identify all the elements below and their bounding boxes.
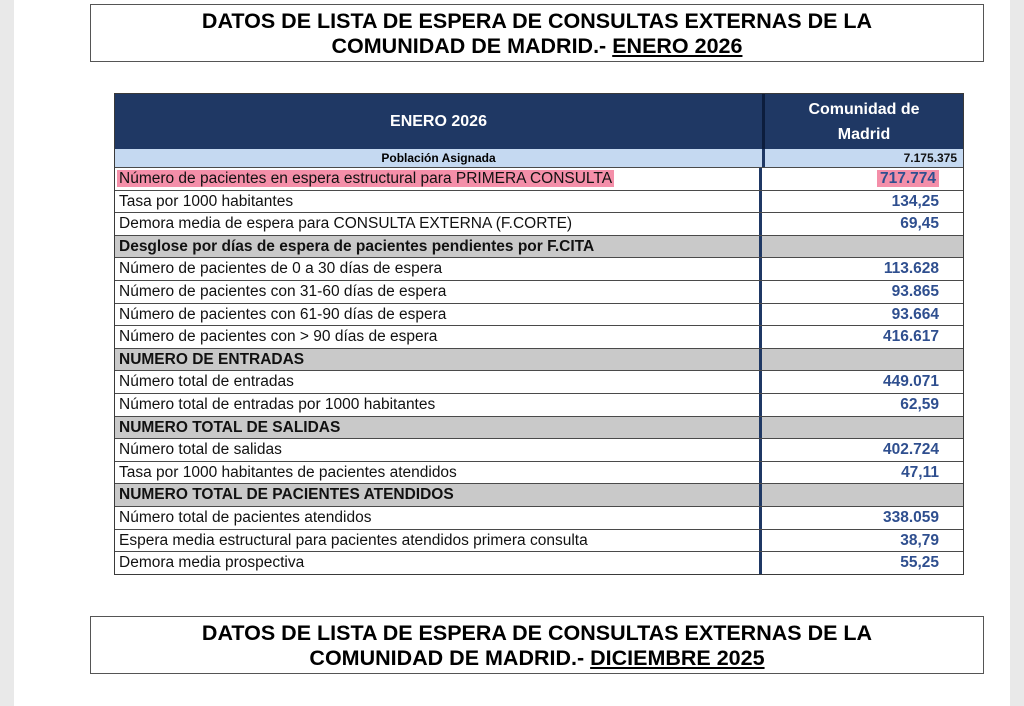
title-line-2 <box>91 646 983 671</box>
row-value: 416.617 <box>882 328 939 346</box>
row-value: 62,59 <box>900 395 939 413</box>
row-value: 93.664 <box>891 305 939 323</box>
row-label-highlighted: Número de pacientes en espera estructural para PRIMERA CONSULTA <box>119 170 613 187</box>
row-label: Número de pacientes con 31-60 días de espera <box>115 281 762 303</box>
row-label: Número total de salidas <box>115 439 762 461</box>
table-row <box>115 280 963 303</box>
row-value: 449.071 <box>882 373 939 391</box>
table-row <box>115 370 963 393</box>
population-label: Población Asignada <box>115 149 765 167</box>
row-value: 55,25 <box>900 554 939 572</box>
table-row <box>115 303 963 326</box>
row-value: 47,11 <box>901 463 939 481</box>
document-page <box>14 0 1010 706</box>
row-label: Demora media prospectiva <box>115 552 762 574</box>
table-row <box>115 438 963 461</box>
row-value: 38,79 <box>900 531 939 549</box>
section-value <box>762 349 963 371</box>
section-label: Desglose por días de espera de pacientes pendientes por F.CITA <box>115 236 762 258</box>
row-value: 402.724 <box>882 441 939 459</box>
row-label: Tasa por 1000 habitantes de pacientes atendidos <box>115 462 762 484</box>
table-header <box>115 94 963 149</box>
row-label: Número de pacientes de 0 a 30 días de espera <box>115 258 762 280</box>
section-row-atendidos <box>115 483 963 506</box>
row-value-highlighted: 717.774 <box>877 170 939 187</box>
header-region <box>765 94 963 149</box>
header-region-line1: Comunidad de <box>808 100 920 118</box>
section-row-entradas <box>115 348 963 371</box>
title-prefix: COMUNIDAD DE MADRID.- <box>331 34 613 58</box>
waiting-list-table <box>114 93 964 575</box>
section-value <box>762 417 963 439</box>
row-label: Número total de entradas <box>115 371 762 393</box>
table-row <box>115 461 963 484</box>
table-row <box>115 506 963 529</box>
section-row-salidas <box>115 416 963 439</box>
table-row <box>115 212 963 235</box>
row-value: 113.628 <box>883 260 939 278</box>
row-label: Número de pacientes con > 90 días de espera <box>115 326 762 348</box>
title-line-1: DATOS DE LISTA DE ESPERA DE CONSULTAS EXTERNAS DE LA <box>201 9 873 33</box>
report-title-diciembre-2025 <box>90 616 984 674</box>
section-row-desglose <box>115 235 963 258</box>
header-period: ENERO 2026 <box>115 94 765 149</box>
row-label: Número total de entradas por 1000 habitantes <box>115 394 762 416</box>
table-row-primera-consulta <box>115 167 963 190</box>
row-label: Número de pacientes con 61-90 días de espera <box>115 304 762 326</box>
row-value: 69,45 <box>900 215 939 233</box>
table-row <box>115 190 963 213</box>
row-label: Tasa por 1000 habitantes <box>115 191 762 213</box>
title-prefix: COMUNIDAD DE MADRID.- <box>309 646 591 670</box>
title-line-1: DATOS DE LISTA DE ESPERA DE CONSULTAS EXTERNAS DE LA <box>201 621 873 645</box>
row-label: Espera media estructural para pacientes atendidos primera consulta <box>115 530 762 552</box>
title-period: DICIEMBRE 2025 <box>590 646 765 670</box>
row-value: 93.865 <box>891 282 939 300</box>
section-value <box>762 236 963 258</box>
table-row <box>115 393 963 416</box>
table-row <box>115 529 963 552</box>
table-row <box>115 325 963 348</box>
section-label: NUMERO TOTAL DE PACIENTES ATENDIDOS <box>115 484 762 506</box>
section-value <box>762 484 963 506</box>
header-region-line2: Madrid <box>837 125 891 143</box>
table-row <box>115 257 963 280</box>
row-label: Demora media de espera para CONSULTA EXTERNA (F.CORTE) <box>115 213 762 235</box>
population-value: 7.175.375 <box>903 151 957 165</box>
table-row <box>115 551 963 574</box>
row-label: Número total de pacientes atendidos <box>115 507 762 529</box>
row-value: 338.059 <box>882 508 939 526</box>
title-line-2 <box>91 34 983 59</box>
title-period: ENERO 2026 <box>612 34 743 58</box>
report-title-enero-2026 <box>90 4 984 62</box>
population-row <box>115 149 963 167</box>
row-value: 134,25 <box>891 192 939 210</box>
section-label: NUMERO DE ENTRADAS <box>115 349 762 371</box>
section-label: NUMERO TOTAL DE SALIDAS <box>115 417 762 439</box>
